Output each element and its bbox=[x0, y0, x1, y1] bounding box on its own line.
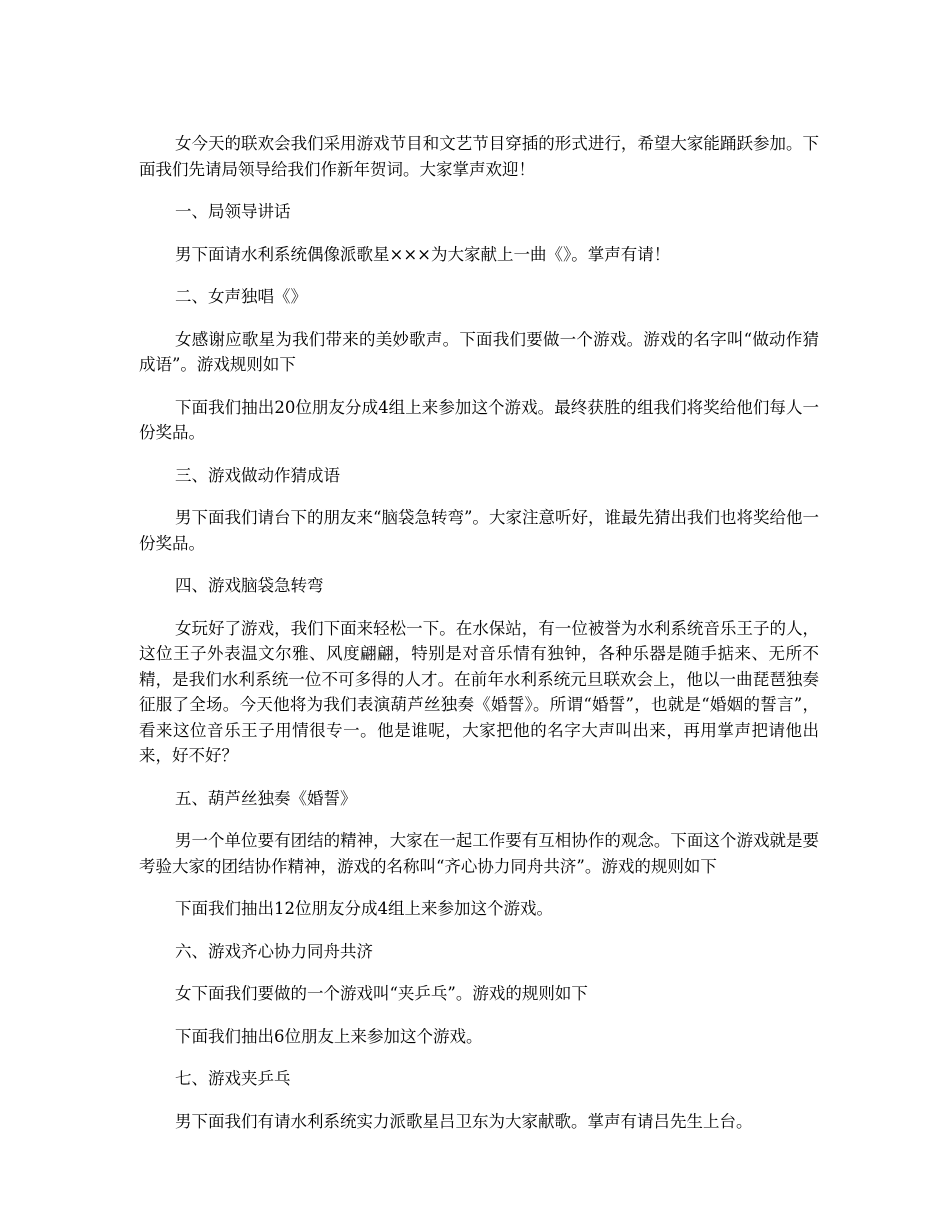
paragraph-opening: 女今天的联欢会我们采用游戏节目和文艺节目穿插的形式进行，希望大家能踊跃参加。下面我们先请局领导给我们作新年贺词。大家掌声欢迎！ bbox=[139, 134, 819, 179]
paragraph-game-intro-3: 男一个单位要有团结的精神，大家在一起工作要有互相协作的观念。下面这个游戏就是要考验大家的团结协作精神，游戏的名称叫“齐心协力同舟共济”。游戏的规则如下 bbox=[139, 831, 819, 876]
paragraph-game-intro-2: 男下面我们请台下的朋友来“脑袋急转弯”。大家注意听好，谁最先猜出我们也将奖给他一份奖品。 bbox=[139, 508, 819, 553]
paragraph-game-intro-1: 女感谢应歌星为我们带来的美妙歌声。下面我们要做一个游戏。游戏的名字叫“做动作猜成语”。游戏规则如下 bbox=[139, 329, 819, 374]
section-heading-4: 四、游戏脑袋急转弯 bbox=[175, 576, 324, 595]
section-heading-7: 七、游戏夹乒乓 bbox=[175, 1069, 291, 1088]
paragraph-music-prince: 女玩好了游戏，我们下面来轻松一下。在水保站，有一位被誉为水利系统音乐王子的人，这位王子外表温文尔雅、风度翩翩，特别是对音乐情有独钟，各种乐器是随手掂来、无所不精，是我们水利系统一位不可多得的人才。在前年水利系统元旦联欢会上，他以一曲琵琶独奏征服了全场。今天他将为我们表演葫芦丝独奏《婚誓》。所谓“婚誓”，也就是“婚姻的誓言”，看来这位音乐王子用情很专一。他是谁呢，大家把他的名字大声叫出来，再用掌声把请他出来，好不好？ bbox=[139, 618, 819, 765]
paragraph-game-intro-4: 女下面我们要做的一个游戏叫“夹乒乓”。游戏的规则如下 bbox=[175, 984, 588, 1003]
section-heading-6: 六、游戏齐心协力同舟共济 bbox=[175, 941, 373, 961]
section-heading-2: 二、女声独唱《》 bbox=[175, 287, 307, 306]
section-heading-1: 一、局领导讲话 bbox=[175, 202, 291, 221]
document-body bbox=[139, 131, 819, 1151]
paragraph-game-rules-3: 下面我们抽出12位朋友分成4组上来参加这个游戏。 bbox=[175, 899, 553, 918]
paragraph-closing-singer: 男下面我们有请水利系统实力派歌星吕卫东为大家献歌。掌声有请吕先生上台。 bbox=[175, 1111, 753, 1131]
section-heading-3: 三、游戏做动作猜成语 bbox=[175, 465, 340, 485]
paragraph-game-rules-1: 下面我们抽出20位朋友分成4组上来参加这个游戏。最终获胜的组我们将奖给他们每人一份奖品。 bbox=[139, 397, 819, 442]
section-heading-5: 五、葫芦丝独奏《婚誓》 bbox=[175, 788, 357, 808]
paragraph-intro-singer: 男下面请水利系统偶像派歌星×××为大家献上一曲《》。掌声有请！ bbox=[175, 244, 671, 264]
paragraph-game-rules-4: 下面我们抽出6位朋友上来参加这个游戏。 bbox=[175, 1026, 483, 1046]
